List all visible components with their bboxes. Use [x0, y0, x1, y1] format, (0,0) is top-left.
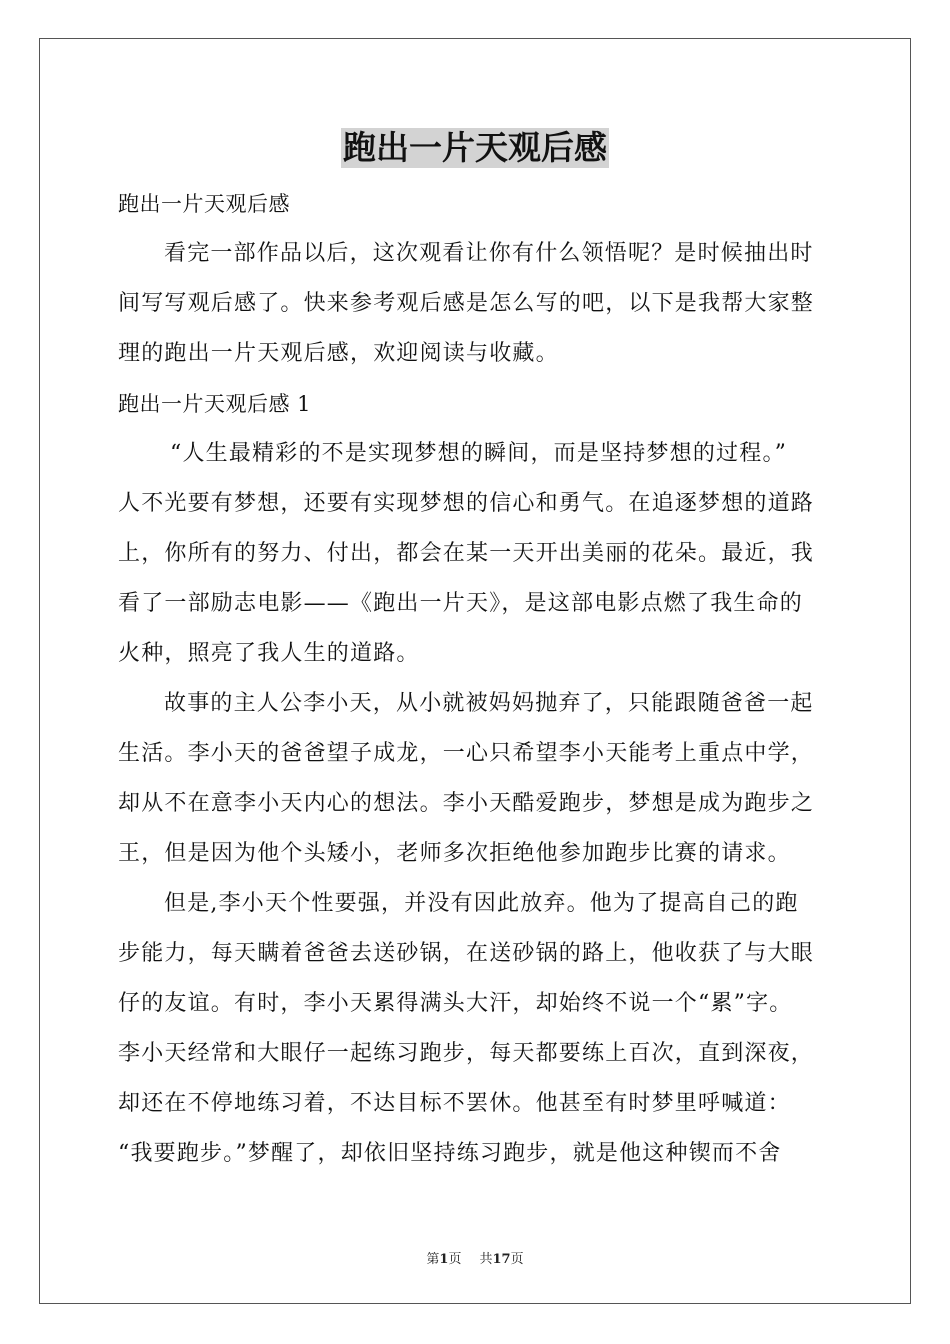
- page-footer: [0, 1248, 950, 1267]
- page-number-prefix: 第: [426, 1252, 440, 1267]
- paragraph-line: 却还在不停地练习着，不达目标不罢休。他甚至有时梦里呼喊道：: [118, 1091, 791, 1116]
- section-heading: 跑出一片天观后感 1: [118, 392, 312, 416]
- document-body: [118, 179, 834, 1179]
- paragraph-line: “人生最精彩的不是实现梦想的瞬间，而是坚持梦想的过程。”: [170, 441, 788, 466]
- paragraph-line: 仔的友谊。有时，李小天累得满头大汗，却始终不说一个“累”字。: [118, 991, 793, 1016]
- total-pages-prefix: 共: [479, 1252, 493, 1267]
- paragraph-line: 李小天经常和大眼仔一起练习跑步，每天都要练上百次，直到深夜，: [118, 1041, 815, 1066]
- paragraph-line: 步能力，每天瞒着爸爸去送砂锅，在送砂锅的路上，他收获了与大眼: [118, 941, 815, 966]
- document-title: 跑出一片天观后感: [343, 128, 607, 167]
- document-subtitle: 跑出一片天观后感: [118, 192, 290, 216]
- intro-line: 看完一部作品以后，这次观看让你有什么领悟呢？是时候抽出时: [164, 241, 814, 266]
- paragraph-line: 生活。李小天的爸爸望子成龙，一心只希望李小天能考上重点中学，: [118, 741, 815, 766]
- paragraph-line: 王，但是因为他个头矮小，老师多次拒绝他参加跑步比赛的请求。: [118, 841, 791, 866]
- intro-line: 理的跑出一片天观后感，欢迎阅读与收藏。: [118, 341, 559, 366]
- current-page-number: 1: [439, 1252, 449, 1267]
- total-pages-suffix: 页: [510, 1252, 524, 1267]
- paragraph-line: 故事的主人公李小天，从小就被妈妈抛弃了，只能跟随爸爸一起: [164, 691, 814, 716]
- paragraph-line: 上，你所有的努力、付出，都会在某一天开出美丽的花朵。最近，我: [118, 541, 815, 566]
- paragraph-line: 人不光要有梦想，还要有实现梦想的信心和勇气。在追逐梦想的道路: [118, 491, 815, 516]
- intro-line: 间写写观后感了。快来参考观后感是怎么写的吧，以下是我帮大家整: [118, 291, 815, 316]
- paragraph-line: 却从不在意李小天内心的想法。李小天酷爱跑步，梦想是成为跑步之: [118, 791, 815, 816]
- total-pages-number: 17: [492, 1252, 511, 1267]
- paragraph-line: 但是,李小天个性要强，并没有因此放弃。他为了提高自己的跑: [164, 891, 799, 916]
- paragraph-line: 火种，照亮了我人生的道路。: [118, 641, 420, 666]
- title-container: [0, 128, 950, 168]
- paragraph-line: 看了一部励志电影——《跑出一片天》，是这部电影点燃了我生命的: [118, 591, 804, 616]
- paragraph-line: “我要跑步。”梦醒了，却依旧坚持练习跑步，就是他这种锲而不舍: [118, 1141, 782, 1166]
- page-number-suffix: 页: [448, 1252, 462, 1267]
